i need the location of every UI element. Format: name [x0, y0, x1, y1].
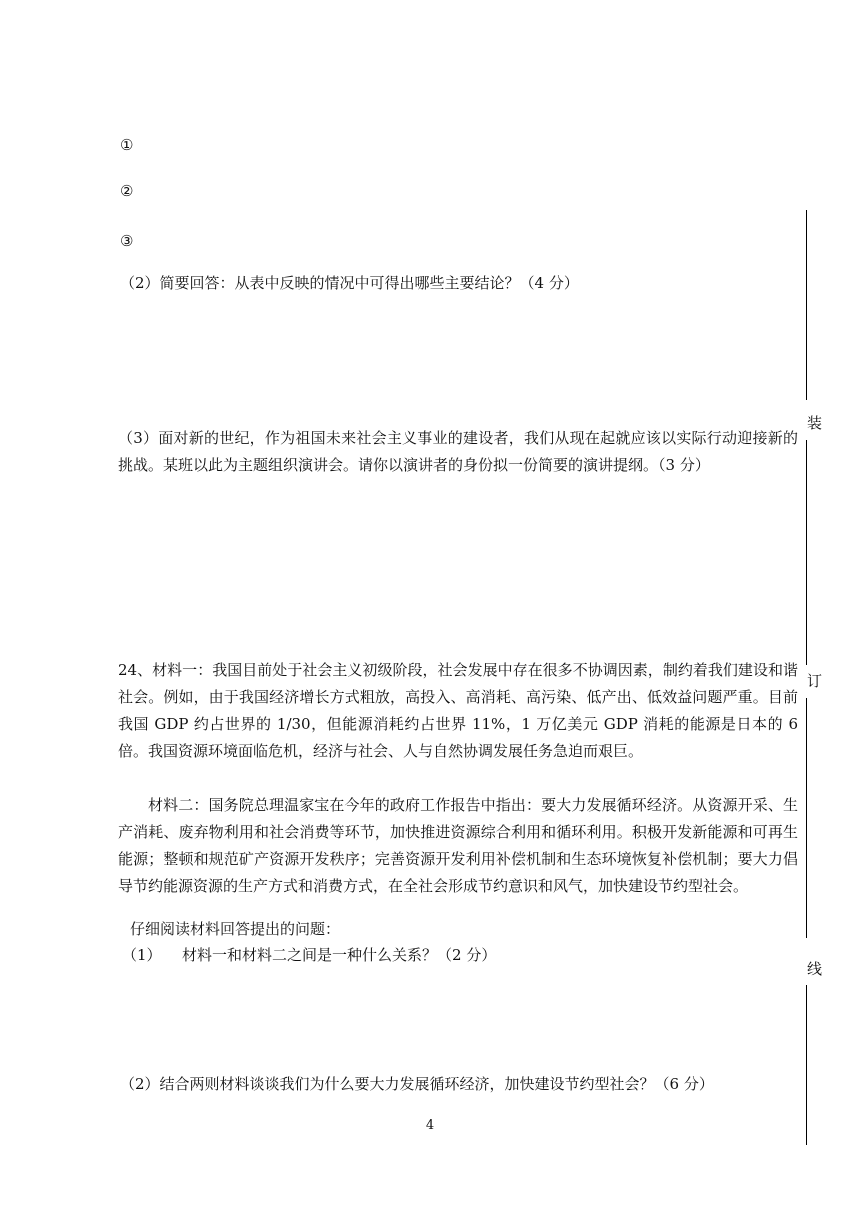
answer-slot-1: ①	[120, 136, 134, 154]
binding-line-middle-upper	[806, 440, 807, 665]
question-3: （3）面对新的世纪，作为祖国未来社会主义事业的建设者，我们从现在起就应该以实际行动迎接新的挑战。某班以此为主题组织演讲会。请你以演讲者的身份拟一份简要的演讲提纲。（3 分）	[118, 429, 798, 474]
binding-mark-xian: 线	[807, 960, 823, 978]
answer-slot-2: ②	[120, 182, 134, 200]
binding-line-bottom	[806, 985, 807, 1145]
q24-sub2: （2）结合两则材料谈谈我们为什么要大力发展循环经济，加快建设节约型社会？（6 分）	[120, 1075, 714, 1093]
q24-instruction: 仔细阅读材料回答提出的问题：	[130, 920, 341, 938]
answer-slot-3: ③	[120, 232, 134, 250]
question-2: （2）简要回答：从表中反映的情况中可得出哪些主要结论？（4 分）	[120, 274, 579, 292]
q24-sub1-text: 材料一和材料二之间是一种什么关系？（2 分）	[182, 946, 497, 964]
page-number: 4	[425, 1118, 435, 1133]
q24-material-2: 材料二：国务院总理温家宝在今年的政府工作报告中指出：要大力发展循环经济。从资源开采、生产消耗、废弃物利用和社会消费等环节，加快推进资源综合利用和循环利用。积极开发新能源和可再生能源；整顿和规范矿产资源开发秩序；完善资源开发利用补偿机制和生态环境恢复补偿机制；要大力倡导节约能源资源的生产方式和消费方式，在全社会形成节约意识和风气，加快建设节约型社会。	[118, 796, 798, 895]
binding-line-top	[806, 210, 807, 400]
q24-material-1: 24、材料一：我国目前处于社会主义初级阶段，社会发展中存在很多不协调因素，制约着我们建设和谐社会。例如，由于我国经济增长方式粗放，高投入、高消耗、高污染、低产出、低效益问题严重。目前我国 GDP 约占世界的 1/30，但能源消耗约占世界 11%，1 万亿美元 GDP 消耗的能源是日本的 6 倍。我国资源环境面临危机，经济与社会、人与自然协调发展任务急迫而艰巨。	[118, 661, 798, 760]
binding-mark-zhuang: 装	[807, 414, 823, 432]
binding-line-middle-lower	[806, 698, 807, 938]
binding-mark-ding: 订	[807, 672, 823, 690]
q24-sub1-number: （1）	[122, 946, 162, 964]
